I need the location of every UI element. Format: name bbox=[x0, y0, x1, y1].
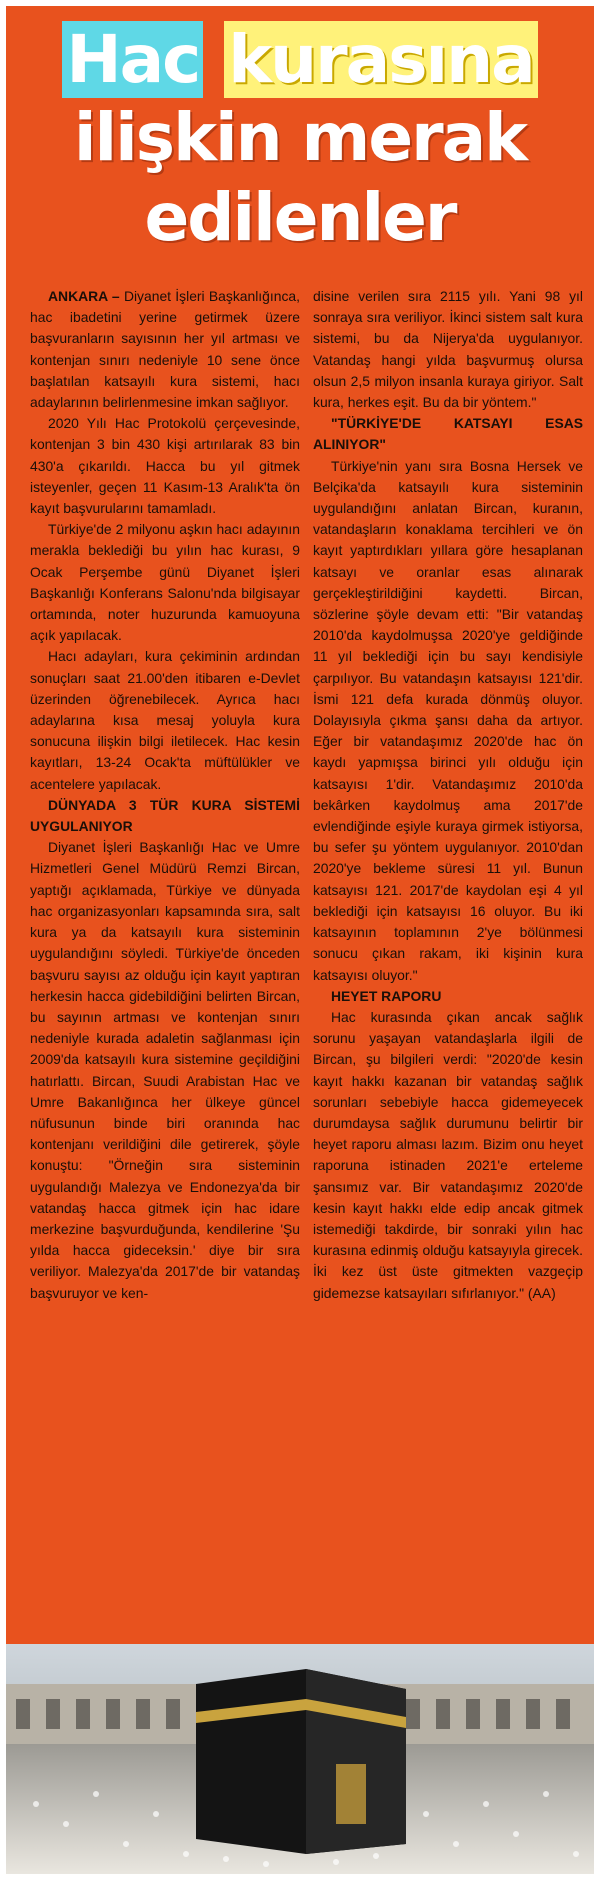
paragraph: Türkiye'nin yanı sıra Bosna Hersek ve Belçika'da katsayılı kura sisteminin uygulandığını anlatan Bircan, kuranın, vatandaşların konaklama tercihleri ve ön kayıt yaptırdıkları yıllara göre hesaplanan katsayı ve oranlar esas alınarak gerçekleştirildiğini kaydetti. Bircan, sözlerine şöyle devam etti: "Bir vatandaş 2010'da kaydolmuşsa 2020'ye geldiğinde 11 yıl beklediği için bu sayı kendisiyle çarpılıyor. Bu vatandaşın katsayısı 121'dir. İsmi 121 defa kurada dönmüş oluyor. Dolayısıyla çıkma şansı daha da artıyor. Eğer bir vatandaşımız 2020'de hac ön kaydı yapmışsa birinci yılı olduğu için katsayısı 1'dir. Vatandaşımız 2010'da bekârken kaydolmuş ama 2017'de evlendiğinde eşiyle kuraya girmek istiyorsa, bu sefer şu yöntem uygulanıyor. 2010'dan 2020'ye bekleme süresi 11 yıl. Bunun katsayısı 121. 2017'de kaydolan eşi 4 yıl beklediği için katsayısı 16 oluyor. Bu iki katsayının toplamının 2'ye bölünmesi sonucu çıkan rakam, iki kişinin kura katsayısı oluyor." bbox=[313, 457, 583, 983]
headline-word-hac: Hac bbox=[62, 21, 203, 98]
paragraph: Diyanet İşleri Başkanlığı Hac ve Umre Hizmetleri Genel Müdürü Remzi Bircan, yaptığı açıklamada, Türkiye ve dünyada hac organizasyonları kapsamında sıra, salt kura ya da katsayılı kura sisteminin uygulandığını söyledi. Türkiye'de önceden başvuru sayısı az olduğu için kayıt yaptıran herkesin hacca gidebildiğini belirten Bircan, bu sayının artması ve kontenjan sınırı nedeniyle kurada adaletin sağlanması için 2009'da katsayılı kura sistemine geçildiğini hatırlattı. Bircan, Suudi Arabistan Hac ve Umre Bakanlığınca her ülkeye güncel nüfusunun binde biri oranında hac kontenjanı verildiğini dile getirerek, şöyle konuştu: "Örneğin sıra sisteminin uygulandığı Malezya ve Endonezya'da bir vatandaş hacca gitmek için hac idare merkezine başvurduğunda, kendilerine 'Şu yılda hacca gideceksin.' diye bir sıra veriliyor. Malezya'da 2017'de bir vatandaş başvuruyor ve ken- bbox=[30, 839, 300, 1301]
paragraph-text: Diyanet İşleri Başkanlığınca, hac ibadetini yerine getirmek üzere başvuranların sayısının her yıl artması ve kontenjan sınırı nedeniyle 10 sene önce başlatılan katsayılı kura sistemi, hacı adaylarının belirlenmesine imkan sağlıyor. bbox=[30, 288, 300, 411]
kaaba-photo-graphic bbox=[6, 1644, 594, 1874]
kaaba-pilgrims-photo bbox=[6, 1644, 594, 1874]
dateline: ANKARA – bbox=[48, 288, 120, 304]
subheading: DÜNYADA 3 TÜR KURA SİSTEMİ UYGULANIYOR bbox=[30, 796, 300, 835]
paragraph: Hac kurasında çıkan ancak sağlık sorunu yaşayan vatandaşlarla ilgili de Bircan, şu bilgileri verdi: "2020'de kesin kayıt hakkı kazanan bir vatandaş sağlık sorunları sebebiyle hacca gidemeyecek durumdaysa sağlık durumunu belirtir bir heyet raporu alması lazım. Bizim onu heyet raporuna istinaden 2021'e erteleme şansımız var. Bir vatandaşımız 2020'de kesin kayıt hakkı elde edip ancak gitmek istemediği takdirde, bir sonraki yılın hac kurasına edinmiş olduğu katsayıyla girecek. İki kez üst üste gitmekten vazgeçip gidemezse katsayıları sıfırlanıyor." (AA) bbox=[313, 1008, 583, 1301]
headline-line-2: ilişkin merak bbox=[73, 99, 527, 176]
paragraph: Hacı adayları, kura çekiminin ardından sonuçları saat 21.00'den itibaren e-Devlet üzerinden öğrenebilecek. Ayrıca hacı adaylarına kısa mesaj yoluyla kura sonucuna ilişkin bilgi iletilecek. Hac kesin kayıtları, 13-24 Ocak'ta müftülükler ve acentelere yapılacak. bbox=[30, 648, 300, 792]
newspaper-clipping bbox=[6, 6, 594, 1874]
paragraph: disine verilen sıra 2115 yılı. Yani 98 yıl sonraya sıra veriliyor. İkinci sistem salt kura sistemi, bu da Nijerya'da uygulanıyor. Vatandaş hangi yılda başvurmuş olursa olsun 2,5 milyon insanla kuraya giriyor. Salt kura, herkes eşit. Bu da bir yöntem." bbox=[313, 288, 583, 411]
paragraph: 2020 Yılı Hac Protokolü çerçevesinde, kontenjan 3 bin 430 kişi artırılarak 83 bin 430'a çıkarıldı. Hacca bu yıl gitmek isteyenler, geçen 11 Kasım-13 Aralık'ta ön kayıt başvurularını tamamladı. bbox=[30, 415, 300, 517]
subheading: "TÜRKİYE'DE KATSAYI ESAS ALINIYOR" bbox=[313, 415, 583, 453]
paragraph: Türkiye'de 2 milyonu aşkın hacı adayının merakla beklediği bu yılın hac kurası, 9 Ocak Perşembe günü Diyanet İşleri Başkanlığı Konferans Salonu'nda bilgisayar ortamında, noter huzurunda kamuoyuna açık yapılacak. bbox=[30, 521, 300, 644]
article-column-left bbox=[30, 286, 300, 1631]
paragraph bbox=[30, 286, 300, 413]
article-column-right bbox=[313, 286, 583, 1631]
headline-word-kurasina: kurasına bbox=[224, 21, 537, 98]
subheading: HEYET RAPORU bbox=[331, 987, 442, 1004]
headline bbox=[6, 6, 594, 276]
headline-line-3: edilenler bbox=[144, 179, 456, 256]
headline-line-1 bbox=[6, 20, 594, 100]
